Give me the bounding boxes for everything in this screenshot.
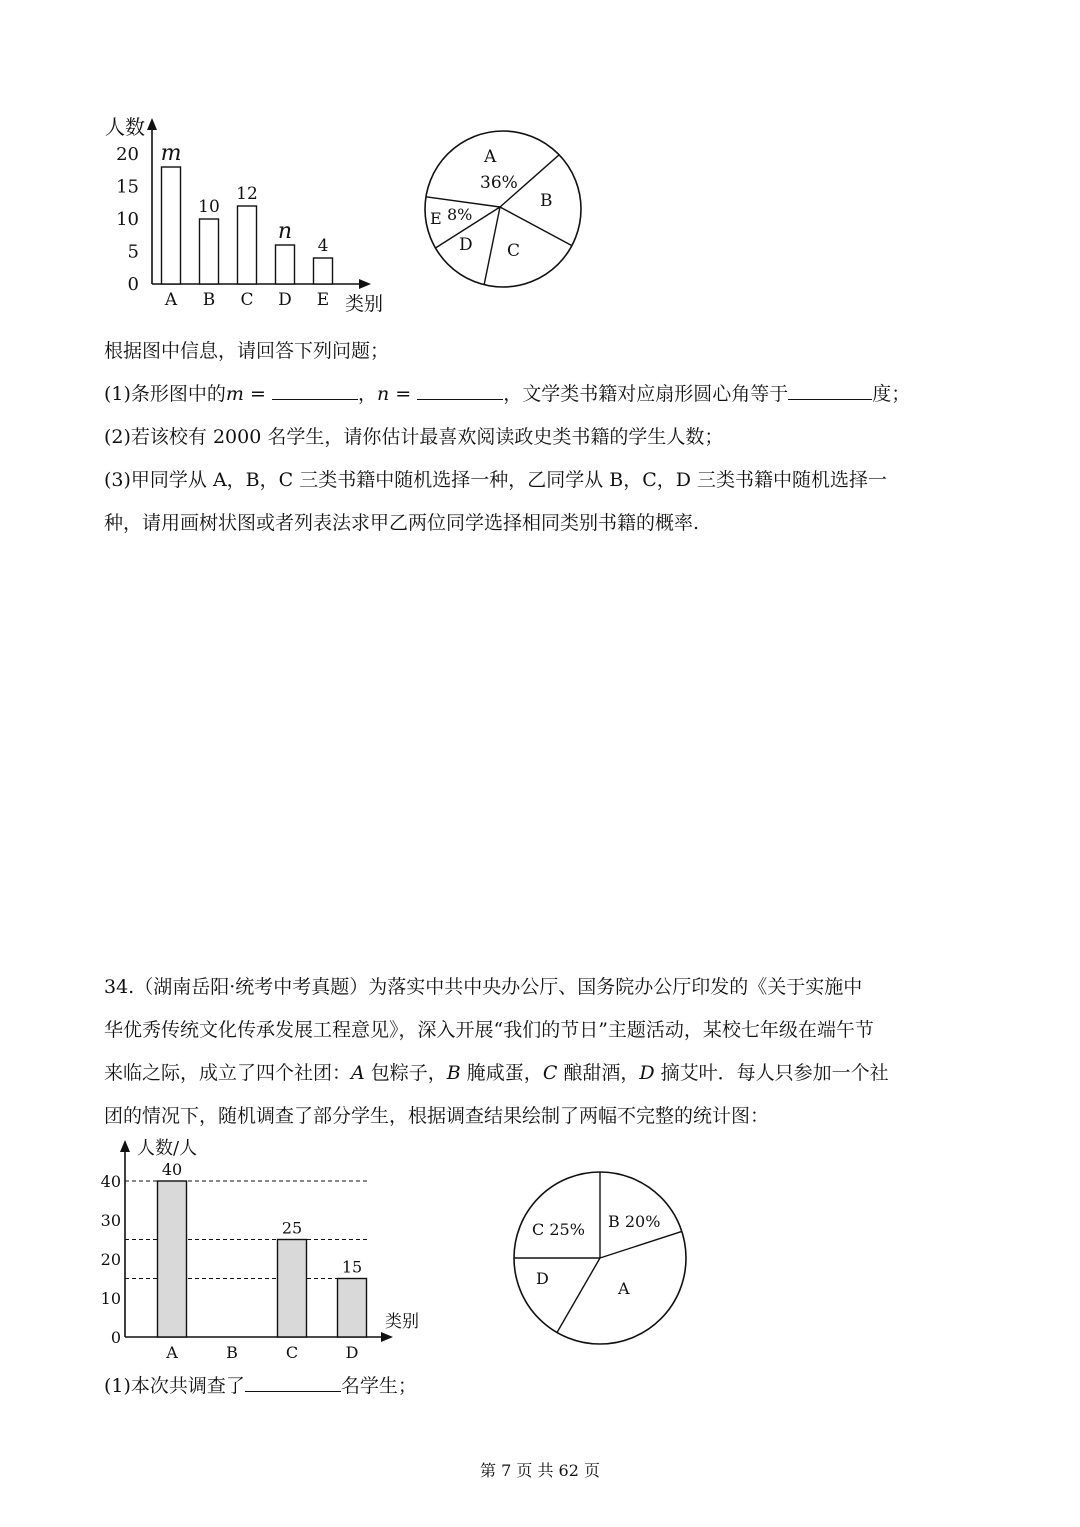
q33-bar-data-label: n: [277, 219, 293, 244]
q34-question-1: [104, 1365, 984, 1408]
q33-pie-chart: [420, 126, 588, 294]
q33-q1-eq1: =: [243, 383, 272, 405]
q34-line3-c: 腌咸蛋，: [460, 1062, 543, 1084]
q33-pie-label-a: A: [484, 147, 497, 167]
q33-x-tick-label: B: [202, 290, 216, 310]
q33-blank-n[interactable]: [417, 377, 503, 400]
q33-intro: 根据图中信息，请回答下列问题；: [104, 340, 390, 362]
q33-bar-data-label: 10: [198, 197, 220, 217]
q34-bar: [278, 1240, 307, 1338]
q34-y-tick-label: 40: [100, 1172, 121, 1191]
q33-x-tick-label: D: [278, 290, 292, 310]
q33-x-tick-label: C: [240, 290, 254, 310]
q34-y-tick-label: 10: [100, 1289, 121, 1308]
q33-question-1: [104, 373, 984, 416]
q34-pie-slice-boundary: [557, 1258, 600, 1332]
q34-x-tick-label: B: [226, 1343, 238, 1362]
q33-bar-data-label: 4: [317, 236, 329, 256]
q34-bar-data-label: 40: [161, 1160, 183, 1179]
q34-line-1: 34.（湖南岳阳·统考中考真题）为落实中共中央办公厅、国务院办公厅印发的《关于实施中: [104, 976, 863, 998]
q33-q1-text-b: ，文学类书籍对应扇形圆心角等于: [503, 383, 789, 405]
q34-q1-text-a: (1)本次共调查了: [104, 1375, 245, 1397]
q34-line3-d: 酿甜酒，: [557, 1062, 640, 1084]
q33-pie-pct-e: 8%: [447, 205, 473, 224]
q33-pie-slice-boundary: [500, 207, 572, 246]
q34-x-tick-label: C: [285, 1343, 299, 1362]
q34-line3-b: 包粽子，: [364, 1062, 447, 1084]
q33-q1-end: 度；: [872, 383, 911, 405]
q33-question-3-line2: 种，请用画树状图或者列表法求甲乙两位同学选择相同类别书籍的概率.: [104, 512, 700, 534]
q34-line-3: [104, 1052, 984, 1095]
q33-y-tick-label: 0: [127, 274, 139, 295]
q33-q1-m: m: [225, 383, 244, 405]
q33-bar: [276, 245, 295, 284]
q33-blank-angle[interactable]: [788, 377, 872, 400]
q33-y-axis-label: 人数: [105, 115, 145, 139]
q33-bar: [200, 219, 219, 284]
q34-pie-slice-boundary: [600, 1231, 682, 1258]
q33-bar-chart: [95, 112, 405, 320]
q34-pie-label-a: A: [618, 1279, 630, 1298]
q33-pie-label-b: B: [540, 191, 553, 211]
q33-y-tick-label: 5: [127, 241, 139, 263]
q33-x-tick-label: A: [164, 290, 178, 310]
q34-bar: [338, 1279, 367, 1338]
q33-x-axis-label: 类别: [345, 293, 384, 315]
q34-bar: [158, 1181, 187, 1337]
q34-pie-label-b: B 20%: [608, 1212, 661, 1231]
q33-y-tick-label: 15: [116, 176, 139, 198]
q34-line-2: 华优秀传统文化传承发展工程意见》，深入开展“我们的节日”主题活动，某校七年级在端午节: [104, 1019, 874, 1041]
q33-blank-m[interactable]: [272, 377, 358, 400]
q34-x-axis-label: 类别: [385, 1312, 419, 1332]
q34-line3-e: 摘艾叶．每人只参加一个社: [654, 1062, 889, 1084]
q34-y-tick-label: 30: [100, 1211, 121, 1230]
q33-pie-label-e: E: [430, 209, 442, 228]
q34-bar-chart: [95, 1134, 435, 1364]
q34-q1-text-b: 名学生；: [340, 1375, 417, 1397]
q33-pie-slice-boundary: [484, 207, 500, 285]
q34-bar-data-label: 15: [341, 1257, 363, 1277]
q34-stem: [104, 966, 984, 1138]
q33-y-tick-label: 20: [116, 144, 139, 165]
q33-bar-data-label: m: [160, 141, 182, 166]
q33-pie-label-d: D: [459, 235, 473, 255]
q34-club-d: D: [639, 1062, 655, 1084]
q33-y-tick-label: 10: [116, 209, 139, 230]
q33-question-2: (2)若该校有 2000 名学生，请你估计最喜欢阅读政史类书籍的学生人数；: [104, 426, 724, 448]
q33-pie-label-c: C: [507, 241, 521, 261]
q34-y-axis-label: 人数/人: [137, 1138, 198, 1159]
q34-blank-total[interactable]: [245, 1369, 341, 1392]
q34-x-tick-label: A: [166, 1343, 178, 1362]
q33-question-3-line1: (3)甲同学从 A，B，C 三类书籍中随机选择一种，乙同学从 B，C，D 三类书籍中随机选择一: [104, 469, 888, 491]
q34-x-tick-label: D: [345, 1343, 359, 1362]
q33-pie-pct-a: 36%: [480, 173, 518, 193]
q33-q1-sep: ，: [357, 383, 377, 405]
q34-club-a: A: [351, 1062, 365, 1084]
q33-x-tick-label: E: [316, 290, 330, 310]
q34-club-c: C: [542, 1062, 558, 1084]
q33-bar: [238, 206, 257, 284]
page-footer: 第 7 页 共 62 页: [480, 1461, 600, 1480]
q34-y-tick-label: 20: [100, 1250, 121, 1269]
q33-bar-data-label: 12: [236, 184, 258, 204]
q33-q1-text-a: (1)条形图中的: [104, 383, 226, 405]
q33-bar: [162, 167, 181, 284]
q33-bar: [314, 258, 333, 284]
q33-questions: [104, 330, 984, 545]
q34-pie-label-c: C 25%: [532, 1220, 585, 1239]
q34-line-4: 团的情况下，随机调查了部分学生，根据调查结果绘制了两幅不完整的统计图：: [104, 1105, 770, 1127]
q33-q1-n: n: [376, 383, 390, 405]
q34-club-b: B: [446, 1062, 461, 1084]
q34-pie-label-d: D: [536, 1269, 549, 1288]
q34-line3-a: 来临之际，成立了四个社团：: [104, 1062, 352, 1084]
q34-pie-chart: [510, 1168, 692, 1350]
q34-y-tick-label: 0: [110, 1328, 121, 1347]
q34-bar-data-label: 25: [281, 1218, 303, 1238]
q33-q1-eq2: =: [389, 383, 418, 405]
